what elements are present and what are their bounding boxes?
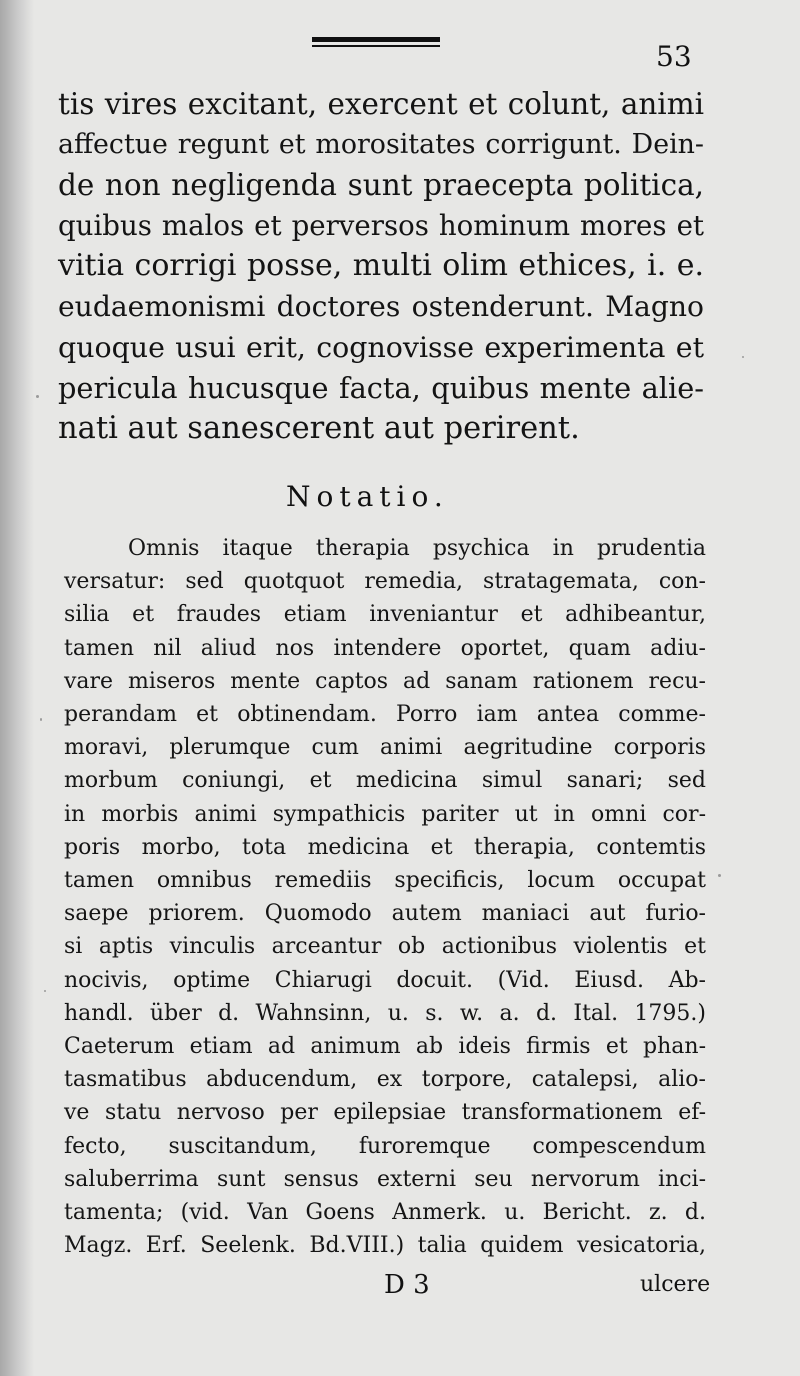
text-line: de non negligenda sunt praecepta politica,: [58, 168, 704, 203]
note-line: perandam et obtinendam. Porro iam antea comme-: [64, 702, 706, 728]
note-line: nocivis, optime Chiarugi docuit. (Vid. Eiusd. Ab-: [64, 967, 706, 993]
paper-speck: [40, 718, 42, 721]
paper-speck: [742, 356, 744, 358]
note-line: tasmatibus abducendum, ex torpore, catalepsi, alio-: [64, 1067, 706, 1093]
note-line: Omnis itaque therapia psychica in prudentia: [128, 536, 706, 561]
note-line: poris morbo, tota medicina et therapia, contemtis: [64, 834, 706, 860]
note-line: Magz. Erf. Seelenk. Bd.VIII.) talia quidem vesicatoria,: [64, 1233, 706, 1259]
paper-speck: [718, 874, 721, 877]
note-line: tamen omnibus remediis specificis, locum occupat: [64, 868, 706, 894]
note-line: Caeterum etiam ad animum ab ideis firmis et phan-: [64, 1034, 706, 1060]
page-number: 53: [656, 40, 692, 73]
page-gutter-shadow: [0, 0, 34, 1376]
text-line: pericula hucusque facta, quibus mente alie-: [58, 371, 704, 406]
note-line: saluberrima sunt sensus externi seu nervorum inci-: [64, 1166, 706, 1192]
note-line: tamenta; (vid. Van Goens Anmerk. u. Bericht. z. d.: [64, 1200, 706, 1226]
note-line: morbum coniungi, et medicina simul sanari; sed: [64, 768, 706, 794]
section-heading: Notatio.: [286, 480, 449, 513]
main-paragraph: [58, 84, 704, 449]
catchword: ulcere: [640, 1272, 711, 1297]
note-line: saepe priorem. Quomodo autem maniaci aut furio-: [64, 901, 706, 927]
text-line: vitia corrigi posse, multi olim ethices, i. e.: [58, 248, 704, 284]
note-line: tamen nil aliud nos intendere oportet, quam adiu-: [64, 635, 706, 661]
text-line: eudaemonismi doctores ostenderunt. Magno: [58, 289, 704, 323]
note-line: si aptis vinculis arceantur ob actionibus violentis et: [64, 934, 706, 960]
note-line: versatur: sed quotquot remedia, stratagemata, con-: [64, 569, 706, 595]
text-line: tis vires excitant, exercent et colunt, animi: [58, 87, 704, 121]
text-line: nati aut sanescerent aut perirent.: [58, 410, 580, 446]
note-line: moravi, plerumque cum animi aegritudine corporis: [64, 735, 706, 761]
text-line: quoque usui erit, cognovisse experimenta et: [58, 330, 704, 364]
paper-speck: [44, 990, 46, 992]
note-line: ve statu nervoso per epilepsiae transformationem ef-: [64, 1100, 706, 1126]
note-line: fecto, suscitandum, furoremque compescendum: [64, 1133, 706, 1159]
signature-mark: D 3: [384, 1270, 430, 1300]
note-line: in morbis animi sympathicis pariter ut in omni cor-: [64, 801, 706, 827]
note-line: vare miseros mente captos ad sanam rationem recu-: [64, 668, 706, 694]
text-line: quibus malos et perversos hominum mores et: [58, 208, 704, 242]
note-line: handl. über d. Wahnsinn, u. s. w. a. d. Ital. 1795.): [64, 1000, 706, 1026]
paper-speck: [36, 395, 39, 398]
note-paragraph: [64, 532, 706, 1262]
text-line: affectue regunt et morositates corrigunt. Dein-: [58, 128, 704, 160]
note-line: silia et fraudes etiam inveniantur et adhibeantur,: [64, 602, 706, 628]
header-rule: [312, 37, 440, 47]
